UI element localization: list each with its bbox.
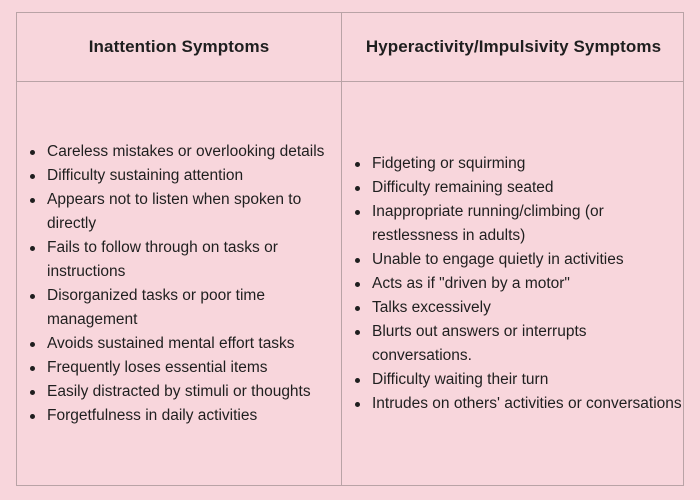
list-item: Fails to follow through on tasks or instructions: [47, 236, 341, 284]
inattention-list: [17, 140, 341, 428]
list-item: Unable to engage quietly in activities: [372, 248, 685, 272]
list-item: Forgetfulness in daily activities: [47, 404, 341, 428]
hyperactivity-cell: [342, 82, 685, 485]
symptoms-table: [16, 12, 684, 486]
header-inattention: Inattention Symptoms: [88, 37, 270, 56]
list-item: Intrudes on others' activities or conversations: [372, 392, 685, 416]
list-item: Difficulty waiting their turn: [372, 368, 685, 392]
list-item: Careless mistakes or overlooking details: [47, 140, 341, 164]
inattention-cell: [17, 82, 341, 485]
list-item: Difficulty sustaining attention: [47, 164, 341, 188]
header-hyperactivity: Hyperactivity/Impulsivity Symptoms: [365, 37, 662, 56]
list-item: Talks excessively: [372, 296, 685, 320]
list-item: Difficulty remaining seated: [372, 176, 685, 200]
list-item: Fidgeting or squirming: [372, 152, 685, 176]
list-item: Disorganized tasks or poor time management: [47, 284, 341, 332]
list-item: Acts as if "driven by a motor": [372, 272, 685, 296]
list-item: Avoids sustained mental effort tasks: [47, 332, 341, 356]
list-item: Inappropriate running/climbing (or restlessness in adults): [372, 200, 685, 248]
list-item: Easily distracted by stimuli or thoughts: [47, 380, 341, 404]
list-item: Frequently loses essential items: [47, 356, 341, 380]
list-item: Blurts out answers or interrupts conversations.: [372, 320, 685, 368]
hyperactivity-list: [342, 152, 685, 416]
list-item: Appears not to listen when spoken to directly: [47, 188, 341, 236]
